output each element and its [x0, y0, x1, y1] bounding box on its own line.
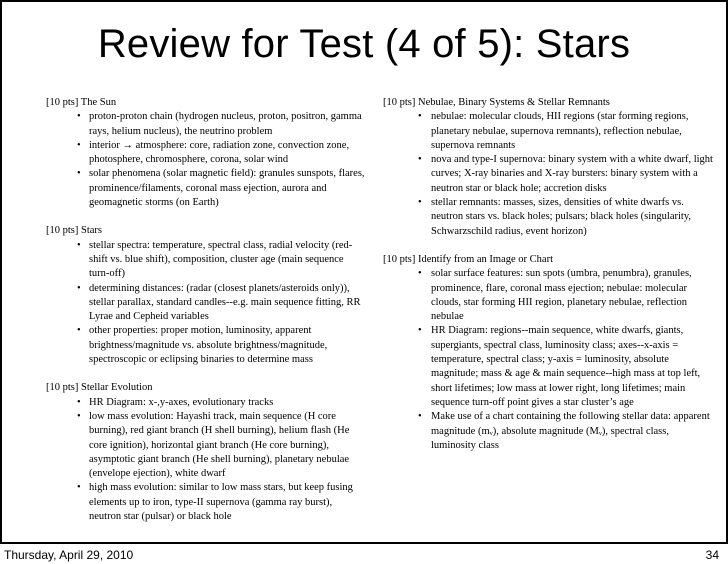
bullet-list: [46, 239, 366, 368]
bullet-icon: •: [418, 111, 422, 123]
section-stellar-evolution: [46, 381, 366, 524]
list-item: [46, 167, 366, 210]
bullet-icon: •: [77, 168, 81, 180]
bullet-list: [46, 110, 366, 210]
bullet-icon: •: [418, 268, 422, 280]
list-item: [46, 239, 366, 282]
bullet-icon: •: [418, 325, 422, 337]
list-item-text: nebulae: molecular clouds, HII regions (star forming regions, planetary nebulae, supernova remnants), reflection nebulae, supernova remnants: [431, 111, 689, 151]
bullet-icon: •: [418, 154, 422, 166]
list-item-text: proton-proton chain (hydrogen nucleus, proton, positron, gamma rays, helium nucleus), the neutrino problem: [89, 111, 362, 137]
section-title: [10 pts] Nebulae, Binary Systems & Stellar Remnants: [383, 97, 610, 108]
list-item-text: stellar remnants: masses, sizes, densities of white dwarfs vs. neutron stars vs. black holes; pulsars; black holes (singularity, Schwarzschild radius, event horizon): [431, 197, 692, 237]
list-item-text: solar phenomena (solar magnetic field): granules sunspots, flares, prominence/filaments, coronal mass ejection, aurora and geomagnetic storms (on Earth): [89, 168, 365, 209]
list-item-text: high mass evolution: similar to low mass stars, but keep fusing elements up to iron, type-II supernova (gamma ray burst), neutron star (pulsar) or black hole: [89, 482, 353, 523]
section-title: [10 pts] The Sun: [46, 97, 117, 108]
list-item: [46, 410, 366, 481]
bullet-icon: •: [77, 282, 81, 294]
bullet-icon: •: [77, 482, 81, 494]
footer-date: Thursday, April 29, 2010: [4, 548, 134, 562]
list-item-text: low mass evolution: Hayashi track, main sequence (H core burning), red giant branch (H shell burning), helium flash (He core ignition), horizontal giant branch (He core burning), asymptotic giant branch (He shell burning), planetary nebulae (envelope ejection), white dwarf: [89, 410, 350, 480]
slide-footer: [0, 542, 728, 564]
list-item-text: HR Diagram: x-,y-axes, evolutionary tracks: [89, 396, 274, 408]
list-item: [383, 110, 713, 153]
section-nebulae-binaries-remnants: [383, 96, 713, 239]
section-title: [10 pts] Stars: [46, 225, 102, 237]
bullet-list: [46, 396, 366, 525]
list-item: [46, 481, 366, 524]
bullet-icon: •: [77, 139, 81, 151]
list-item: [46, 324, 366, 367]
list-item: [46, 110, 366, 139]
left-column: [46, 96, 366, 538]
section-title: [10 pts] Stellar Evolution: [46, 382, 153, 394]
list-item: [383, 410, 713, 453]
list-item: [383, 153, 713, 196]
bullet-icon: •: [77, 239, 81, 251]
list-item: [46, 139, 366, 168]
bullet-icon: •: [77, 111, 81, 123]
bullet-icon: •: [418, 197, 422, 209]
section-stars: [46, 224, 366, 367]
list-item: [46, 282, 366, 325]
bullet-icon: •: [77, 396, 81, 408]
list-item-text: other properties: proper motion, luminosity, apparent brightness/magnitude vs. absolute brightness/magnitude, spectroscopic or eclipsing binaries to determine mass: [89, 325, 328, 366]
section-identify-image-chart: [383, 253, 713, 453]
bullet-list: [383, 267, 713, 453]
list-item-text: determining distances: (radar (closest planets/asteroids only)), stellar parallax, standard candles--e.g. main sequence fitting, RR Lyrae and Cepheid variables: [89, 282, 361, 323]
list-item: [383, 324, 713, 410]
section-the-sun: [46, 96, 366, 210]
list-item: [383, 267, 713, 324]
list-item-text: interior → atmosphere: core, radiation zone, convection zone, photosphere, chromosphere, corona, solar wind: [89, 139, 350, 166]
bullet-icon: •: [418, 411, 422, 423]
list-item: [46, 396, 366, 410]
right-column: [383, 96, 713, 467]
list-item-text: solar surface features: sun spots (umbra, penumbra), granules, prominence, flare, coronal mass ejection; nebulae: molecular clouds, star forming HII region, planetary nebulae, reflection nebulae: [431, 268, 692, 323]
list-item: [383, 196, 713, 239]
bullet-icon: •: [77, 410, 81, 422]
slide-title: Review for Test (4 of 5): Stars: [97, 22, 631, 66]
list-item-text: stellar spectra: temperature, spectral class, radial velocity (red-shift vs. blue shift), composition, cluster age (main sequence turn-off): [89, 239, 353, 280]
bullet-icon: •: [77, 325, 81, 337]
section-title: [10 pts] Identify from an Image or Chart: [383, 253, 553, 265]
bullet-list: [383, 110, 713, 239]
page-number: 34: [705, 548, 719, 562]
list-item-text: nova and type-I supernova: binary system with a white dwarf, light curves; X-ray binaries and X-ray bursters: binary system with a neutron star or black hole; accretion disks: [431, 154, 713, 194]
list-item-text: HR Diagram: regions--main sequence, white dwarfs, giants, supergiants, spectral class, luminosity class; axes--x-axis = temperature, spectral class; y-axis = luminosity, absolute magnitude; mass & age & main sequence--high mass at top left, short lifetimes; low mass at lower right, long lifetimes; main sequence turn-off point gives a star cluster’s age: [431, 325, 701, 408]
list-item-text: Make use of a chart containing the following stellar data: apparent magnitude (mᵥ), absolute magnitude (Mᵥ), spectral class, luminosity class: [431, 411, 710, 451]
